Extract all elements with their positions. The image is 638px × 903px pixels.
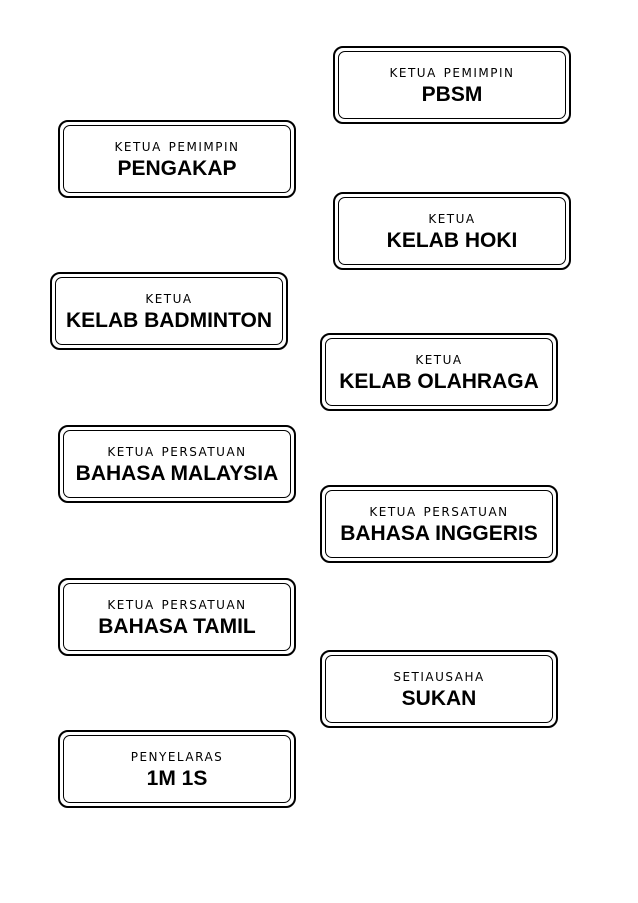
tag-role: ketua — [428, 208, 476, 228]
tag-unit: 1M 1S — [146, 767, 208, 790]
name-tag-inner-border — [63, 583, 291, 651]
tag-unit: KELAB BADMINTON — [65, 309, 273, 332]
tag-role: ketua pemimpin — [389, 62, 515, 82]
tag-unit: BAHASA TAMIL — [98, 615, 256, 638]
tag-role: setiausaha — [393, 666, 485, 686]
tag-unit: BAHASA MALAYSIA — [75, 462, 279, 485]
tag-role: ketua pemimpin — [114, 136, 240, 156]
tag-role: ketua persatuan — [107, 594, 247, 614]
tag-role: ketua — [415, 349, 463, 369]
name-tag-ketua-persatuan-bahasa-malaysia — [58, 425, 296, 503]
name-tag-inner-border — [63, 125, 291, 193]
name-tag-ketua-pemimpin-pbsm — [333, 46, 571, 124]
tag-unit: PENGAKAP — [117, 157, 237, 180]
name-tag-inner-border — [63, 430, 291, 498]
name-tag-ketua-kelab-hoki — [333, 192, 571, 270]
name-tag-inner-border — [55, 277, 283, 345]
tag-role: ketua — [145, 288, 193, 308]
name-tag-inner-border — [325, 655, 553, 723]
name-tag-inner-border — [325, 338, 553, 406]
name-tag-inner-border — [338, 197, 566, 265]
name-tag-inner-border — [63, 735, 291, 803]
name-tag-inner-border — [338, 51, 566, 119]
tag-role: ketua persatuan — [107, 441, 247, 461]
tag-unit: KELAB HOKI — [386, 229, 518, 252]
tag-role: ketua persatuan — [369, 501, 509, 521]
name-tag-inner-border — [325, 490, 553, 558]
tag-unit: BAHASA INGGERIS — [340, 522, 538, 545]
name-tag-setiausaha-sukan — [320, 650, 558, 728]
name-tag-ketua-kelab-badminton — [50, 272, 288, 350]
name-tag-ketua-pemimpin-pengakap — [58, 120, 296, 198]
tag-unit: PBSM — [421, 83, 483, 106]
name-tag-penyelaras-1m-1s — [58, 730, 296, 808]
name-tag-ketua-persatuan-bahasa-tamil — [58, 578, 296, 656]
name-tag-ketua-kelab-olahraga — [320, 333, 558, 411]
name-tag-ketua-persatuan-bahasa-inggeris — [320, 485, 558, 563]
tag-unit: KELAB OLAHRAGA — [339, 370, 539, 393]
tag-role: penyelaras — [130, 746, 224, 766]
tag-unit: SUKAN — [401, 687, 477, 710]
